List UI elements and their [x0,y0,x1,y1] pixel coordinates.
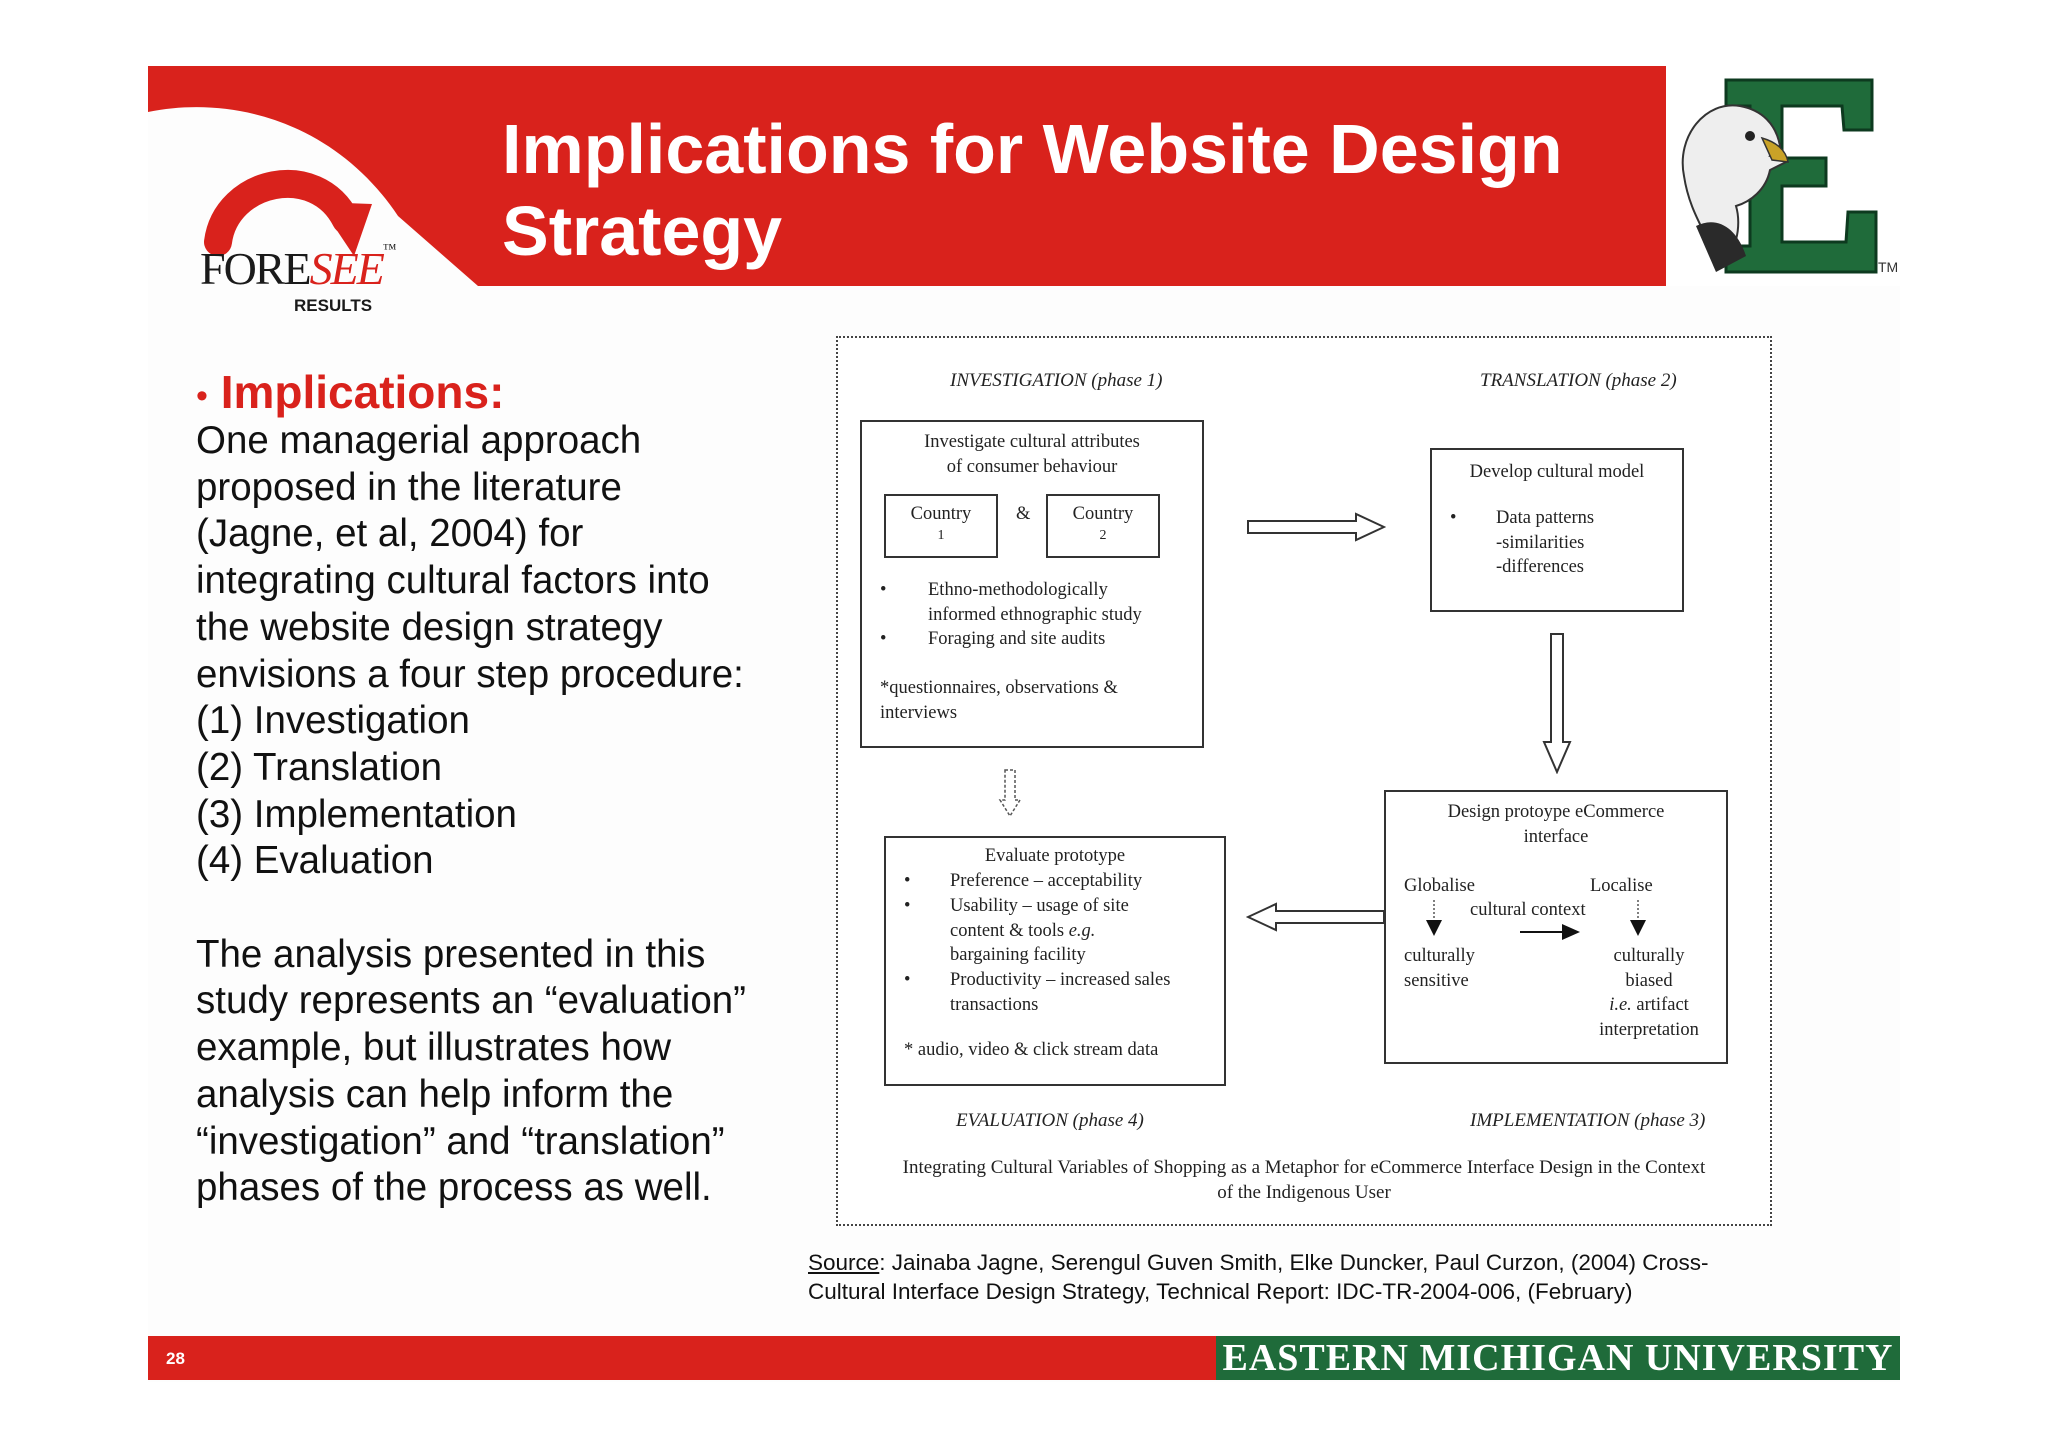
evaluation-box [884,836,1226,1086]
evaluation-note: * audio, video & click stream data [904,1040,1159,1060]
bullet: • [1450,508,1457,528]
body-line: phases of the process as well. [196,1166,712,1210]
body-line: One managerial approach [196,419,642,462]
dotted-arrow-down-icon [998,768,1022,818]
bullet: • [904,970,911,990]
body-line: The analysis presented in this [196,932,706,976]
implications-body [196,418,786,1212]
evaluation-title: Evaluate prototype [984,846,1126,866]
evaluation-item-1: Preference – acceptability [950,871,1143,891]
eagle-e-icon [1666,66,1900,286]
svg-text:TM: TM [1878,259,1899,275]
body-line: “investigation” and “translation” [196,1119,725,1163]
implications-heading: • Implications: [196,366,505,418]
diagram-caption: Integrating Cultural Variables of Shopping as a Metaphor for eCommerce Interface Design in the Context of the Indigenous User [902,1157,1706,1203]
bullet: • [880,580,887,600]
foresee-results-label: RESULTS [294,296,373,315]
body-line: analysis can help inform the [196,1072,674,1116]
country-1-box: Country 1 [884,494,998,558]
translation-details: Data patterns -similarities -differences [1496,508,1595,577]
phase-label-implementation: IMPLEMENTATION (phase 3) [1470,1110,1706,1131]
body-line: example, but illustrates how [196,1026,672,1070]
ampersand: & [1016,504,1031,524]
university-wordmark: EASTERN MICHIGAN UNIVERSITY [1216,1336,1900,1380]
step-item: (2) Translation [196,745,443,789]
investigation-item-2: Foraging and site audits [928,629,1106,649]
arrow-left-icon [1246,902,1386,932]
arrow-down-icon [1542,632,1572,774]
investigation-title: Investigate cultural attributes of consumer behaviour [924,432,1140,477]
investigation-note: *questionnaires, observations & interviews [880,678,1118,723]
arrow-right-icon [1246,512,1386,542]
body-line: study represents an “evaluation” [196,979,746,1023]
investigation-box [860,420,1204,748]
page-number: 28 [166,1349,185,1368]
localise-label: Localise [1590,876,1653,896]
step-item: (1) Investigation [196,699,470,743]
step-item: (3) Implementation [196,792,517,836]
implementation-box [1384,790,1728,1064]
evaluation-item-2: Usability – usage of site content & tools e.g. bargaining facility [950,896,1129,965]
phase-label-investigation: INVESTIGATION (phase 1) [950,370,1163,391]
process-diagram [836,336,1772,1226]
source-label: Source [808,1250,880,1275]
body-line: envisions a four step procedure: [196,652,744,696]
culturally-sensitive-label: culturally sensitive [1404,946,1475,991]
phase-label-translation: TRANSLATION (phase 2) [1480,370,1677,391]
body-line: the website design strategy [196,605,663,649]
implementation-title: Design protoype eCommerce interface [1447,802,1665,847]
bullet: • [880,629,887,649]
globalise-label: Globalise [1404,876,1475,896]
phase-label-evaluation: EVALUATION (phase 4) [956,1110,1144,1131]
bullet: • [904,871,911,891]
body-line: (Jagne, et al, 2004) for [196,512,584,556]
arrow-down-small-icon [1424,900,1444,938]
body-line: integrating cultural factors into [196,559,710,603]
country-2-box: Country 2 [1046,494,1160,558]
foresee-logo: FORESEE™ [200,242,395,294]
cultural-context-label: cultural context [1470,900,1586,920]
arrow-right-small-icon [1518,922,1582,942]
emu-logo [1666,66,1900,286]
bullet: • [904,896,911,916]
step-item: (4) Evaluation [196,839,434,883]
page-title: Implications for Website Design Strategy [502,110,1563,270]
arrow-down-small-icon [1628,900,1648,938]
evaluation-item-3: Productivity – increased sales transactions [950,970,1171,1015]
source-citation: Source: Jainaba Jagne, Serengul Guven Smith, Elke Duncker, Paul Curzon, (2004) Cross- Cultural Interface Design Strategy, Technical Report: IDC-TR-2004-006, (February) [808,1250,1709,1304]
translation-box [1430,448,1684,612]
investigation-item-1: Ethno-methodologically informed ethnographic study [928,580,1142,625]
translation-title: Develop cultural model [1469,462,1645,482]
culturally-biased-label: culturally biased i.e. artifact interpretation [1599,946,1699,1040]
body-line: proposed in the literature [196,465,622,509]
